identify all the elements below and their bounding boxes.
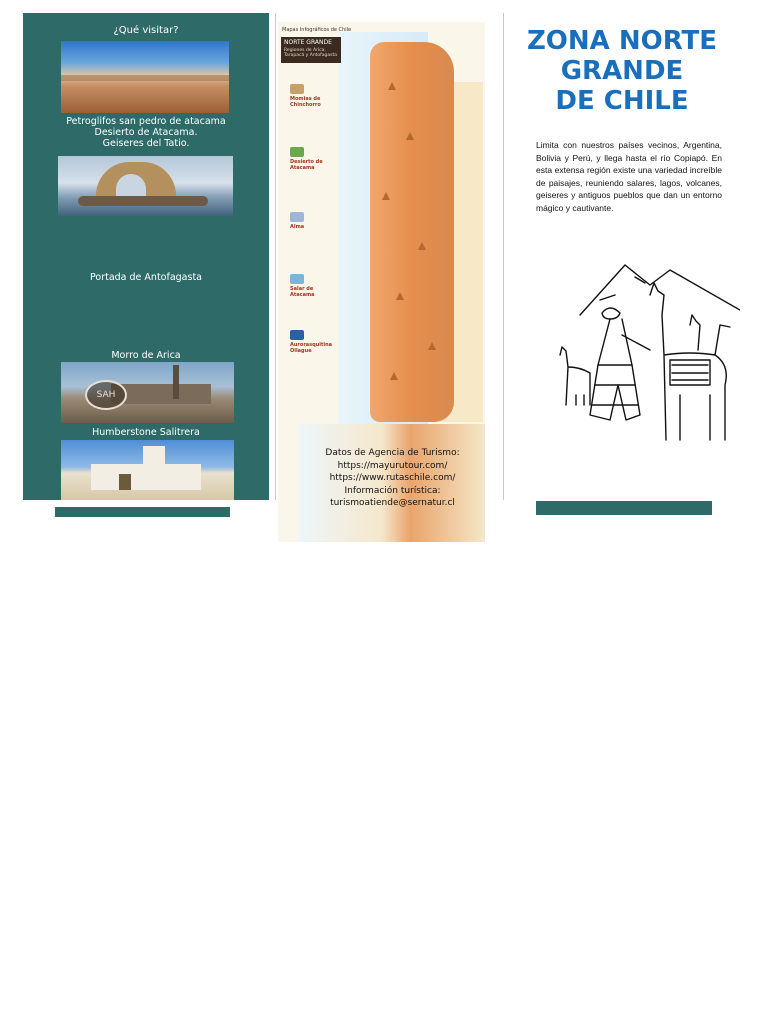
legend-label: Alma xyxy=(290,224,305,230)
legend-label: Salar de Atacama xyxy=(290,286,315,298)
star-icon xyxy=(290,212,304,222)
map-badge xyxy=(281,37,341,63)
humberstone-caption: Humberstone Salitrera xyxy=(92,427,200,438)
chile-minimap-icon xyxy=(481,40,485,98)
desert-photo xyxy=(61,41,229,113)
agency-email[interactable]: turismoatiende@sernatur.cl xyxy=(330,498,455,508)
map-badge-title: NORTE GRANDE xyxy=(284,39,332,46)
place-line-1: Petroglifos san pedro de atacama xyxy=(66,116,226,127)
place-line-3: Geiseres del Tatio. xyxy=(102,138,190,149)
portada-antofagasta-photo xyxy=(58,156,233,216)
left-bottom-bar xyxy=(55,507,230,517)
places-list xyxy=(23,116,269,149)
title-line-2: GRANDE xyxy=(560,56,684,86)
salt-flat-icon xyxy=(290,274,304,284)
map-mountain xyxy=(428,342,436,350)
brochure-title xyxy=(512,26,732,116)
map-mountain xyxy=(406,132,414,140)
que-visitar-heading: ¿Qué visitar? xyxy=(113,25,179,36)
legend-item-alma xyxy=(290,212,338,230)
agency-link-rutaschile[interactable]: https://www.rutaschile.com/ xyxy=(329,473,456,483)
map-small-title: Mapas Infográficos de Chile xyxy=(282,27,352,33)
title-line-1: ZONA NORTE xyxy=(526,26,718,56)
legend-item-salar xyxy=(290,274,338,298)
church-door xyxy=(119,474,131,490)
church-photo xyxy=(61,440,234,500)
train-icon xyxy=(290,330,304,340)
mummy-icon xyxy=(290,84,304,94)
map-land xyxy=(370,42,454,422)
agency-link-mayurutour[interactable]: https://mayurutour.com/ xyxy=(337,460,448,471)
portada-caption: Portada de Antofagasta xyxy=(90,272,202,283)
llama-herder-sketch-icon xyxy=(540,255,740,455)
church-tower xyxy=(143,446,165,468)
morro-caption: Morro de Arica xyxy=(111,350,181,361)
agency-title: Datos de Agencia de Turismo: xyxy=(325,448,460,458)
salitrera-photo xyxy=(61,362,234,423)
map-mountain xyxy=(390,372,398,380)
legend-item-momias xyxy=(290,84,338,108)
tourist-info-label: Información turística: xyxy=(344,485,441,496)
divider-right xyxy=(503,13,504,500)
factory-chimney xyxy=(173,365,179,399)
legend-item-desierto xyxy=(290,147,338,171)
legend-item-ollague xyxy=(290,330,338,354)
salitrera-logo: SAH xyxy=(85,380,127,410)
right-bottom-bar xyxy=(536,501,712,515)
region-description: Limita con nuestros países vecinos, Argentina, Bolivia y Perú, y llega hasta el río Copiapó. En esta extensa región existe una variedad increíble de paisajes, reuniendo salares, lagos, volcanes, geiseres y antiguos pueblos que dan un entorno mágico y cautivante. xyxy=(536,140,722,213)
title-line-3: DE CHILE xyxy=(555,86,689,116)
rock-base xyxy=(78,196,208,206)
left-panel xyxy=(23,13,269,500)
place-line-2: Desierto de Atacama. xyxy=(94,127,198,138)
divider-left xyxy=(275,13,276,500)
map-mountain xyxy=(396,292,404,300)
map-mountain xyxy=(388,82,396,90)
legend-label: Desierto de Atacama xyxy=(290,159,323,171)
agency-info xyxy=(300,447,485,510)
map-badge-sub: Regiones de Arica, Tarapacá y Antofagasta xyxy=(284,48,338,58)
legend-label: Momias de Chinchorro xyxy=(290,96,321,108)
map-mountain xyxy=(418,242,426,250)
map-mountain xyxy=(382,192,390,200)
cactus-icon xyxy=(290,147,304,157)
legend-label: Aurorasquitina Ollague xyxy=(290,342,333,354)
